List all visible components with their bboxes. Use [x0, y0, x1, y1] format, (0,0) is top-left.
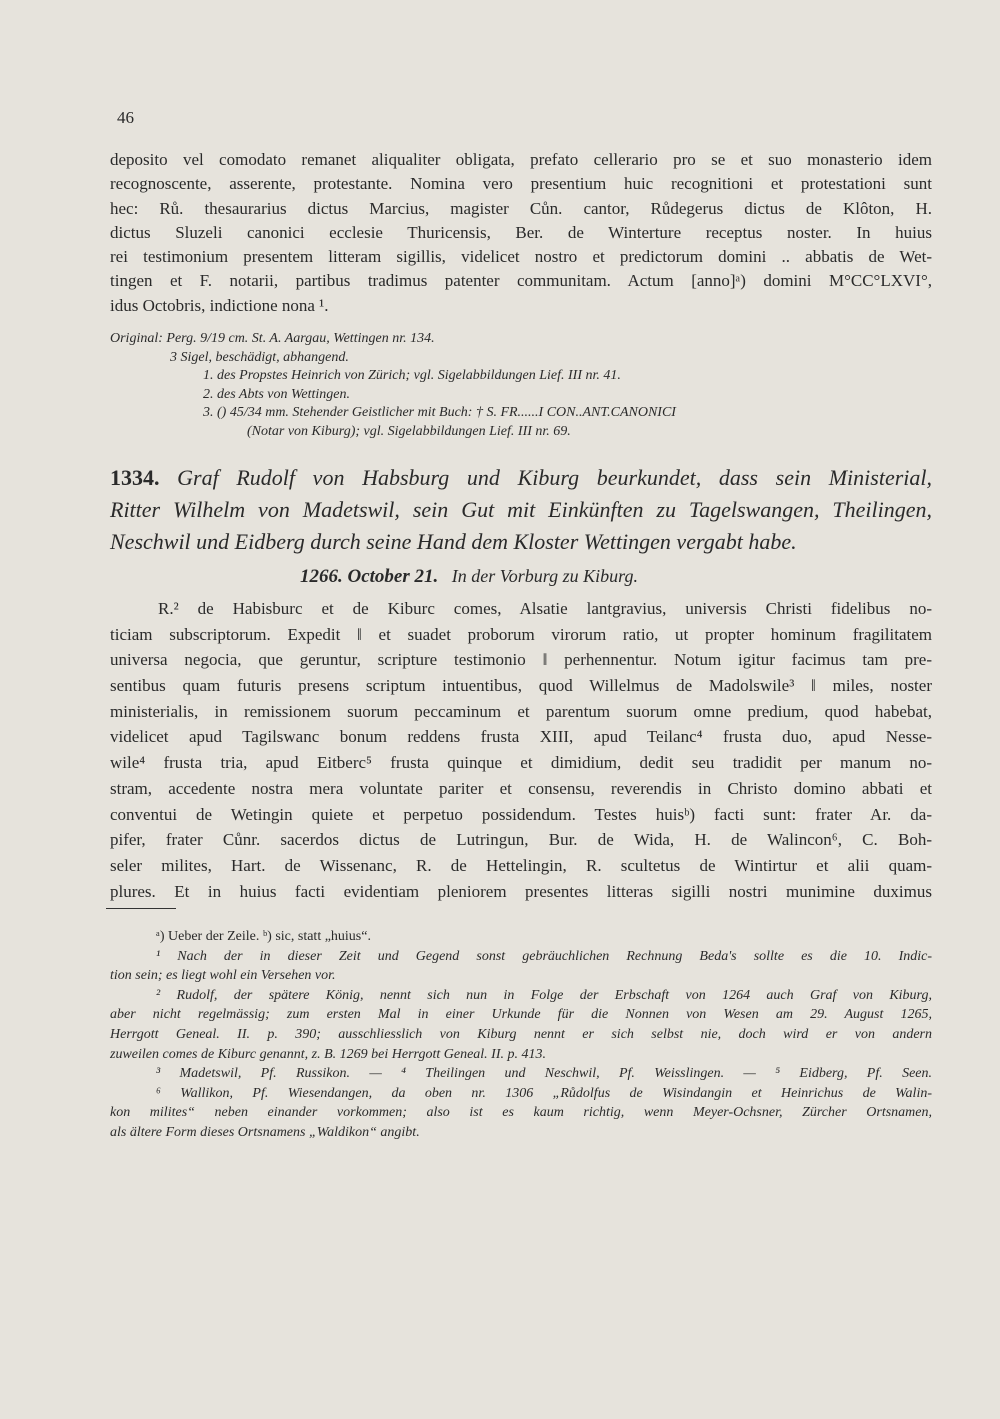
date-place: In der Vorburg zu Kiburg. [451, 566, 638, 586]
body-line: tingen et F. notarii, partibus tradimus patenter communitam. Actum [anno]ᵃ) domini M°CC°LXVI°, [110, 271, 932, 291]
document-number: 1334. [110, 465, 160, 490]
seal-note: 3. () 45/34 mm. Stehender Geistlicher mit Buch: † S. FR......I CON..ANT.CANONICI [203, 405, 676, 420]
body-line: hec: Rů. thesaurarius dictus Marcius, magister Cůn. cantor, Růdegerus dictus de Klôton, H. [110, 198, 932, 218]
seal-note: (Notar von Kiburg); vgl. Sigelabbildungen Lief. III nr. 69. [247, 423, 571, 439]
text-line: wile⁴ frusta tria, apud Eitberc⁵ frusta quinque et dimidium, dedit seu tradidit per manum no- [110, 753, 932, 773]
heading-line: Graf Rudolf von Habsburg und Kiburg beurkundet, dass sein Ministerial, [177, 465, 932, 490]
text-line: R.² de Habisburc et de Kiburc comes, Alsatie lantgravius, universis Christi fidelibus no- [158, 599, 932, 618]
text-line: ministerialis, in remissionem suorum peccaminum et parentum suorum omne predium, quod habebat, [110, 701, 932, 721]
original-note: Original: Perg. 9/19 cm. St. A. Aargau, Wettingen nr. 134. [110, 331, 435, 346]
footnote: kon milites“ neben einander vorkommen; also ist es kaum richtig, wenn Meyer-Ochsner, Zürcher Ortsnamen, [110, 1105, 932, 1121]
text-line: pifer, frater Cůnr. sacerdos dictus de Lutringun, Bur. de Wida, H. de Walincon⁶, C. Boh- [110, 830, 932, 850]
body-line: recognoscente, asserente, protestante. Nomina vero presentium huic recognitioni et protestationi sunt [110, 174, 932, 194]
body-line: dictus Sluzeli canonici ecclesie Thuricensis, Ber. de Winterture receptus noster. In huius [110, 222, 932, 242]
body-line: rei testimonium presentem litteram sigillis, videlicet nostro et predictorum domini .. abbatis de Wet- [110, 247, 932, 267]
charter-date [300, 566, 638, 588]
text-line: ticiam subscriptorum. Expedit ‖ et suadet proborum virorum ratio, ut propter hominum fragilitatem [110, 624, 932, 644]
heading-line: Neschwil und Eidberg durch seine Hand dem Kloster Wettingen vergabt habe. [110, 529, 797, 554]
text-line: sentibus quam futuris presens scriptum intuentibus, quod Willelmus de Madolswile³ ‖ miles, noster [110, 676, 932, 696]
original-description [110, 330, 932, 441]
charter-heading [110, 462, 932, 558]
text-line: universa negocia, que geruntur, scripture testimonio ‖ perhennentur. Notum igitur facimus tam pre- [110, 650, 932, 670]
text-line: seler milites, Hart. de Wissenanc, R. de Hettelingin, R. scultetus de Wintirtur et alii quam- [110, 855, 932, 875]
footnote: ² Rudolf, der spätere König, nennt sich nun in Folge der Erbschaft von 1264 auch Graf von Kiburg, [156, 987, 932, 1003]
page-number: 46 [117, 108, 134, 127]
footnote: ³ Madetswil, Pf. Russikon. — ⁴ Theilingen und Neschwil, Pf. Weisslingen. — ⁵ Eidberg, Pf. Seen. [156, 1066, 932, 1082]
seal-note: 2. des Abts von Wettingen. [203, 386, 350, 402]
footnote: ¹ Nach der in dieser Zeit und Gegend sonst gebräuchlichen Rechnung Beda's sollte es die 10. Indic- [156, 948, 932, 964]
footnote-divider [106, 908, 176, 909]
seal-note: 1. des Propstes Heinrich von Zürich; vgl. Sigelabbildungen Lief. III nr. 41. [203, 368, 621, 383]
footnote: tion sein; es liegt wohl ein Versehen vor. [110, 968, 336, 984]
footnote: als ältere Form dieses Ortsnamens „Waldikon“ angibt. [110, 1124, 420, 1140]
original-note: 3 Sigel, beschädigt, abhangend. [170, 349, 349, 365]
footnote: ⁶ Wallikon, Pf. Wiesendangen, da oben nr. 1306 „Růdolfus de Wisindangin et Heinrichus de Walin- [156, 1085, 932, 1101]
heading-line: Ritter Wilhelm von Madetswil, sein Gut mit Einkünften zu Tagelswangen, Theilingen, [110, 497, 932, 522]
text-line: plures. Et in huius facti evidentiam pleniorem presentes litteras sigilli nostri munimine duximus [110, 881, 932, 901]
footnote: Herrgott Geneal. II. p. 390; ausschliesslich von Kiburg nennt er sich selbst nie, doch wird er von andern [110, 1026, 932, 1042]
text-line: stram, accedente nostra mera voluntate pariter et consensu, reverendis in Christo domino abbati et [110, 778, 932, 798]
text-line: conventui de Wetingin quiete et perpetuo possidendum. Testes huisᵇ) facti sunt: frater Ar. da- [110, 804, 932, 824]
date-main: 1266. October 21. [300, 566, 439, 587]
body-line: deposito vel comodato remanet aliqualiter obligata, prefato cellerario pro se et suo monasterio idem [110, 150, 932, 169]
footnotes [110, 927, 932, 1143]
charter-text [110, 596, 932, 904]
preceding-charter-text [110, 148, 932, 318]
footnote: aber nicht regelmässig; zum ersten Mal in einer Urkunde für die Nonnen von Wesen am 29. August 1265, [110, 1007, 932, 1023]
body-line: idus Octobris, indictione nona ¹. [110, 295, 329, 315]
footnote: zuweilen comes de Kiburc genannt, z. B. 1269 bei Herrgott Geneal. II. p. 413. [110, 1046, 547, 1062]
footnote: ᵃ) Ueber der Zeile. ᵇ) sic, statt „huius“. [156, 929, 371, 944]
text-line: videlicet apud Tagilswanc bonum reddens frusta XIII, apud Teilanc⁴ frusta duo, apud Nesse- [110, 727, 932, 747]
